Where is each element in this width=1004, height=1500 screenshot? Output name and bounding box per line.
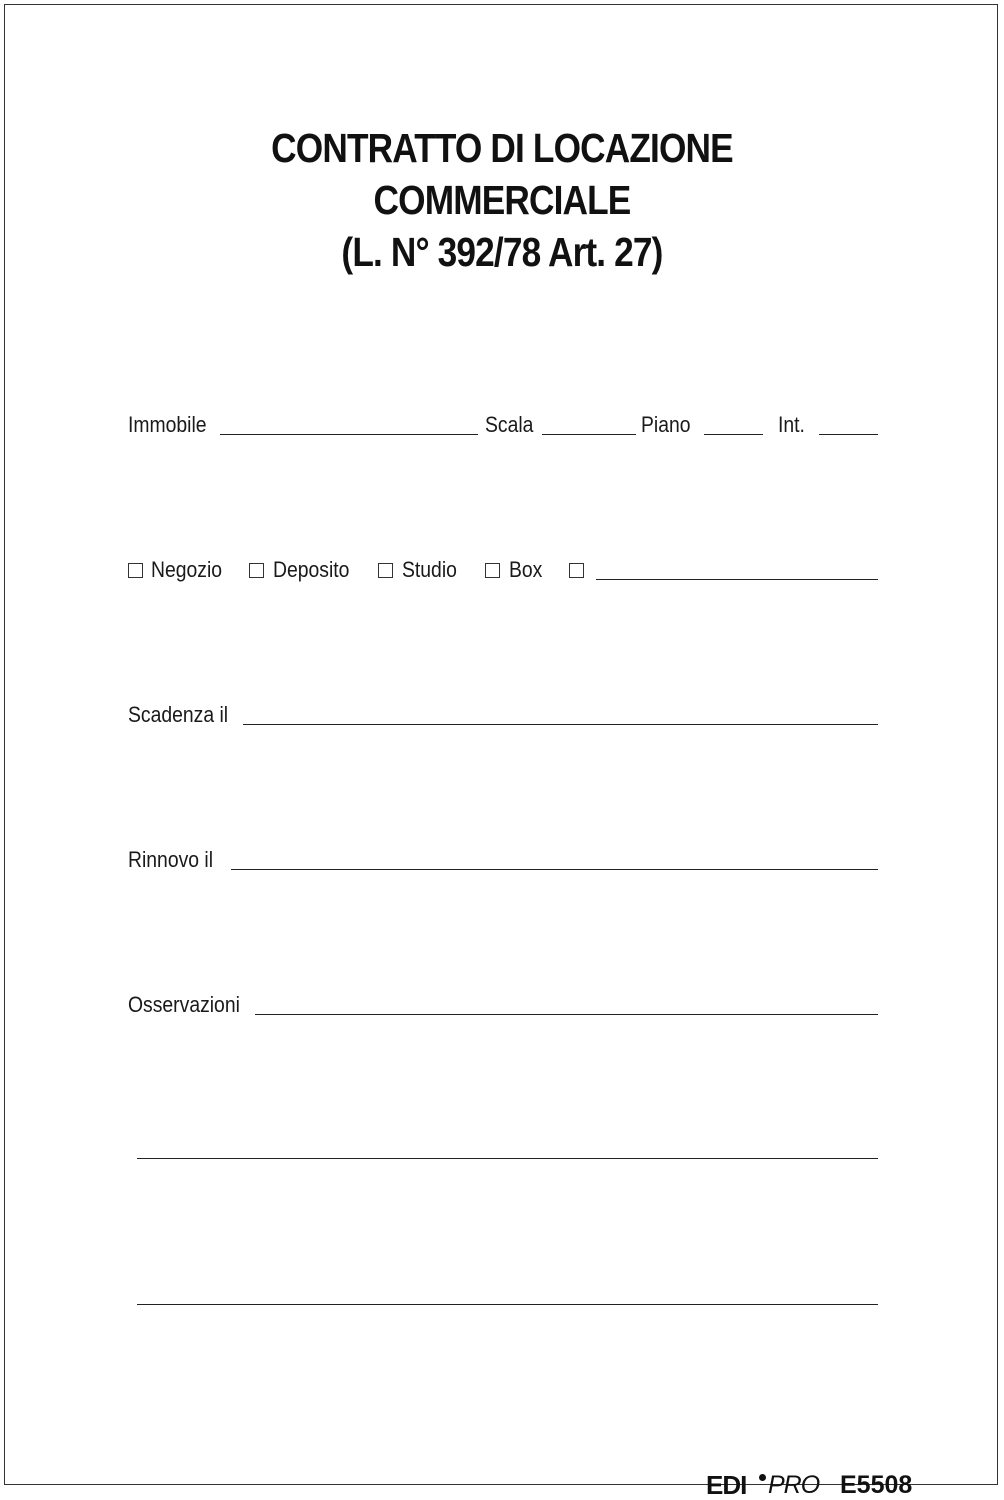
scala-label: Scala: [485, 412, 534, 437]
brand-logo-mark: [759, 1474, 766, 1481]
negozio-checkbox[interactable]: [128, 563, 143, 578]
brand-logo-pro: PRO: [768, 1471, 820, 1499]
box-label: Box: [509, 557, 543, 582]
osservazioni-field[interactable]: [255, 1014, 878, 1015]
piano-field[interactable]: [704, 434, 763, 435]
form-title-law-reference: (L. N° 392/78 Art. 27): [341, 229, 663, 275]
studio-label: Studio: [402, 557, 457, 582]
box-checkbox[interactable]: [485, 563, 500, 578]
notes-line-2[interactable]: [137, 1158, 878, 1159]
deposito-label: Deposito: [273, 557, 350, 582]
rinnovo-field[interactable]: [231, 869, 878, 870]
piano-label: Piano: [641, 412, 691, 437]
int-field[interactable]: [819, 434, 878, 435]
deposito-checkbox[interactable]: [249, 563, 264, 578]
expiry-row: [128, 700, 878, 730]
notes-row: [128, 990, 878, 1020]
product-code: E5508: [840, 1471, 913, 1499]
scadenza-label: Scadenza il: [128, 702, 229, 727]
notes-line-3[interactable]: [137, 1304, 878, 1305]
footer-brand: [680, 1470, 930, 1500]
int-label: Int.: [778, 412, 805, 437]
other-type-field[interactable]: [596, 579, 878, 580]
osservazioni-label: Osservazioni: [128, 992, 240, 1017]
rinnovo-label: Rinnovo il: [128, 847, 214, 872]
property-row: [128, 410, 878, 440]
renewal-row: [128, 845, 878, 875]
negozio-label: Negozio: [151, 557, 223, 582]
scadenza-field[interactable]: [243, 724, 878, 725]
property-type-row: [128, 555, 878, 585]
form-title-line2: COMMERCIALE: [373, 177, 631, 223]
scala-field[interactable]: [542, 434, 636, 435]
brand-logo-edi: EDI: [706, 1470, 747, 1500]
immobile-label: Immobile: [128, 412, 207, 437]
immobile-field[interactable]: [220, 434, 478, 435]
form-title-line1: CONTRATTO DI LOCAZIONE: [271, 125, 733, 171]
studio-checkbox[interactable]: [378, 563, 393, 578]
other-checkbox[interactable]: [569, 563, 584, 578]
